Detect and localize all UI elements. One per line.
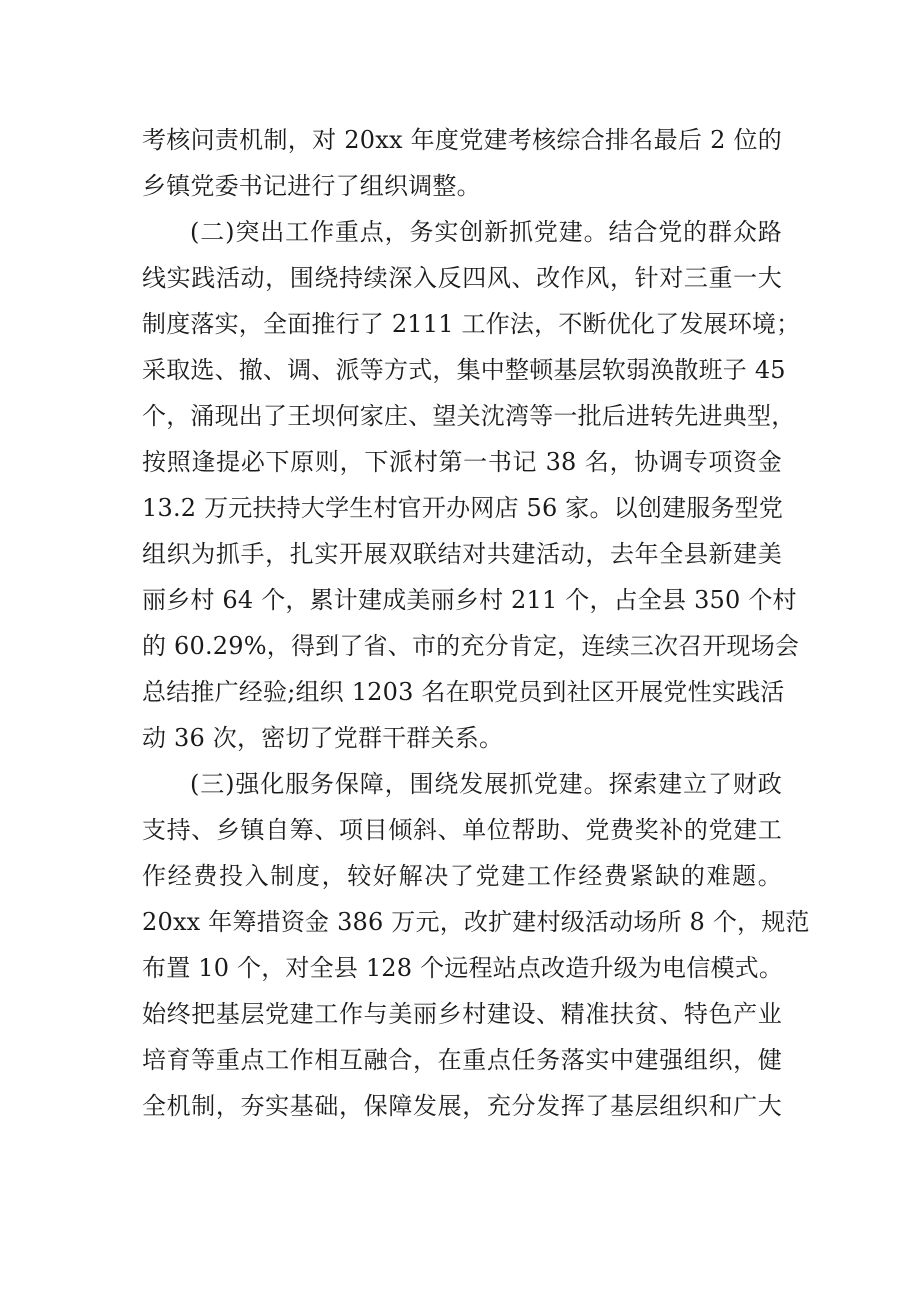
text-line: 采取选、撤、调、派等方式，集中整顿基层软弱涣散班子 45: [142, 356, 786, 384]
text-line: 个，涌现出了王坝何家庄、望关沈湾等一批后进转先进典型，: [142, 402, 796, 430]
text-line: 13.2 万元扶持大学生村官开办网店 56 家。以创建服务型党: [142, 494, 784, 522]
text-line: 培育等重点工作相互融合，在重点任务落实中建强组织，健: [142, 1046, 782, 1074]
text-line: 动 36 次，密切了党群干群关系。: [142, 724, 504, 752]
text-line: 考核问责机制，对 20xx 年度党建考核综合排名最后 2 位的: [142, 126, 782, 154]
text-line: 支持、乡镇自筹、项目倾斜、单位帮助、党费奖补的党建工: [142, 816, 782, 844]
text-line: 作经费投入制度，较好解决了党建工作经费紧缺的难题。: [142, 862, 782, 890]
text-line: 20xx 年筹措资金 386 万元，改扩建村级活动场所 8 个，规范: [142, 908, 810, 936]
paragraph-start-line: (三)强化服务保障，围绕发展抓党建。探索建立了财政: [190, 770, 782, 798]
text-line: 全机制，夯实基础，保障发展，充分发挥了基层组织和广大: [142, 1092, 782, 1120]
text-line: 按照逢提必下原则，下派村第一书记 38 名，协调专项资金: [142, 448, 782, 476]
paragraph-start-line: (二)突出工作重点，务实创新抓党建。结合党的群众路: [190, 218, 782, 246]
text-line: 的 60.29%，得到了省、市的充分肯定，连续三次召开现场会: [142, 632, 800, 660]
text-line: 制度落实，全面推行了 2111 工作法，不断优化了发展环境；: [142, 310, 801, 338]
text-line: 始终把基层党建工作与美丽乡村建设、精准扶贫、特色产业: [142, 1000, 782, 1028]
text-line: 总结推广经验;组织 1203 名在职党员到社区开展党性实践活: [142, 678, 785, 706]
text-line: 丽乡村 64 个，累计建成美丽乡村 211 个，占全县 350 个村: [142, 586, 797, 614]
text-line: 乡镇党委书记进行了组织调整。: [142, 172, 481, 200]
text-line: 组织为抓手，扎实开展双联结对共建活动，去年全县新建美: [142, 540, 782, 568]
text-line: 线实践活动，围绕持续深入反四风、改作风，针对三重一大: [142, 264, 782, 292]
text-line: 布置 10 个，对全县 128 个远程站点改造升级为电信模式。: [142, 954, 784, 982]
body-text: [142, 117, 810, 1129]
